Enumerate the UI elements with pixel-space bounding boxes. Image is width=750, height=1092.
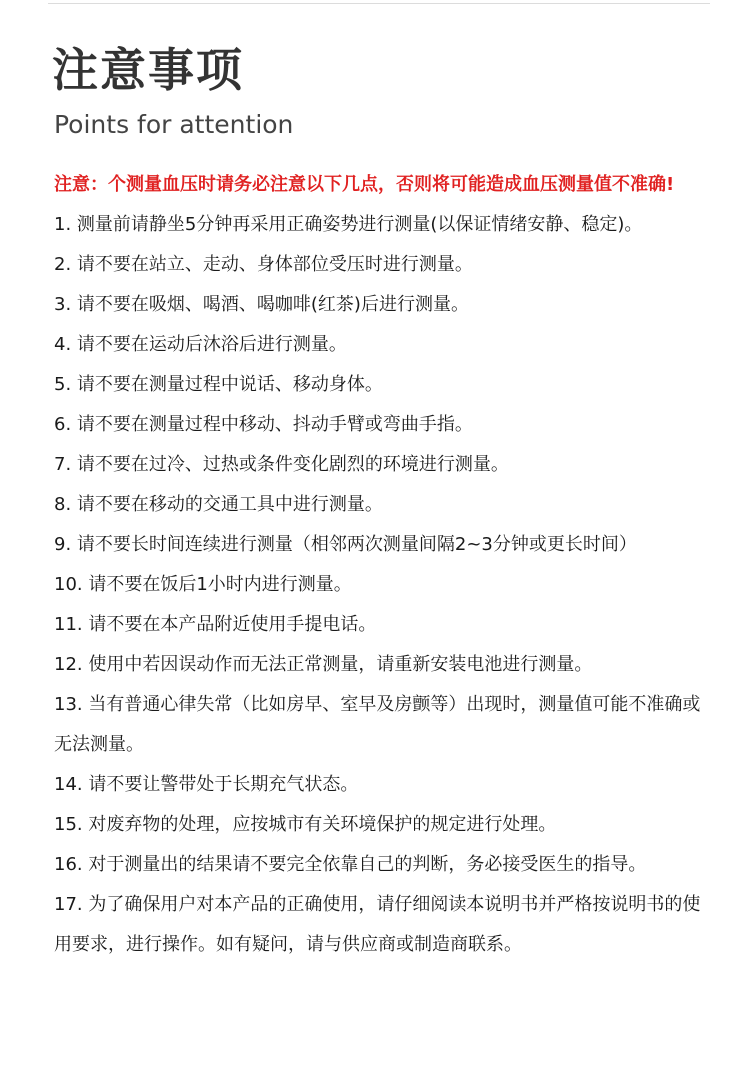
list-item: 12. 使用中若因误动作而无法正常测量，请重新安装电池进行测量。 <box>54 654 593 675</box>
list-item: 8. 请不要在移动的交通工具中进行测量。 <box>54 494 383 515</box>
list-item: 13. 当有普通心律失常（比如房早、室早及房颤等）出现时，测量值可能不准确或无法测量。 <box>54 694 701 755</box>
list-item: 15. 对废弃物的处理，应按城市有关环境保护的规定进行处理。 <box>54 814 557 835</box>
list-item: 3. 请不要在吸烟、喝酒、喝咖啡(红茶)后进行测量。 <box>54 294 469 315</box>
list-item: 17. 为了确保用户对本产品的正确使用，请仔细阅读本说明书并严格按说明书的使用要求，进行操作。如有疑问，请与供应商或制造商联系。 <box>54 894 701 955</box>
warning-text: 注意：个测量血压时请务必注意以下几点，否则将可能造成血压测量值不准确! <box>54 174 675 195</box>
page-subtitle: Points for attention <box>54 110 294 139</box>
list-item: 4. 请不要在运动后沐浴后进行测量。 <box>54 334 347 355</box>
list-item: 9. 请不要长时间连续进行测量（相邻两次测量间隔2~3分钟或更长时间） <box>54 534 637 555</box>
top-divider <box>48 3 710 4</box>
list-item: 1. 测量前请静坐5分钟再采用正确姿势进行测量(以保证情绪安静、稳定)。 <box>54 214 643 235</box>
list-item: 16. 对于测量出的结果请不要完全依靠自己的判断，务必接受医生的指导。 <box>54 854 647 875</box>
list-item: 5. 请不要在测量过程中说话、移动身体。 <box>54 374 383 395</box>
list-item: 10. 请不要在饭后1小时内进行测量。 <box>54 574 352 595</box>
list-item: 7. 请不要在过冷、过热或条件变化剧烈的环境进行测量。 <box>54 454 509 475</box>
notes-list <box>54 205 710 965</box>
list-item: 6. 请不要在测量过程中移动、抖动手臂或弯曲手指。 <box>54 414 473 435</box>
notes-section <box>54 165 710 965</box>
page-title: 注意事项 <box>52 43 244 97</box>
list-item: 14. 请不要让警带处于长期充气状态。 <box>54 774 359 795</box>
list-item: 2. 请不要在站立、走动、身体部位受压时进行测量。 <box>54 254 473 275</box>
list-item: 11. 请不要在本产品附近使用手提电话。 <box>54 614 377 635</box>
